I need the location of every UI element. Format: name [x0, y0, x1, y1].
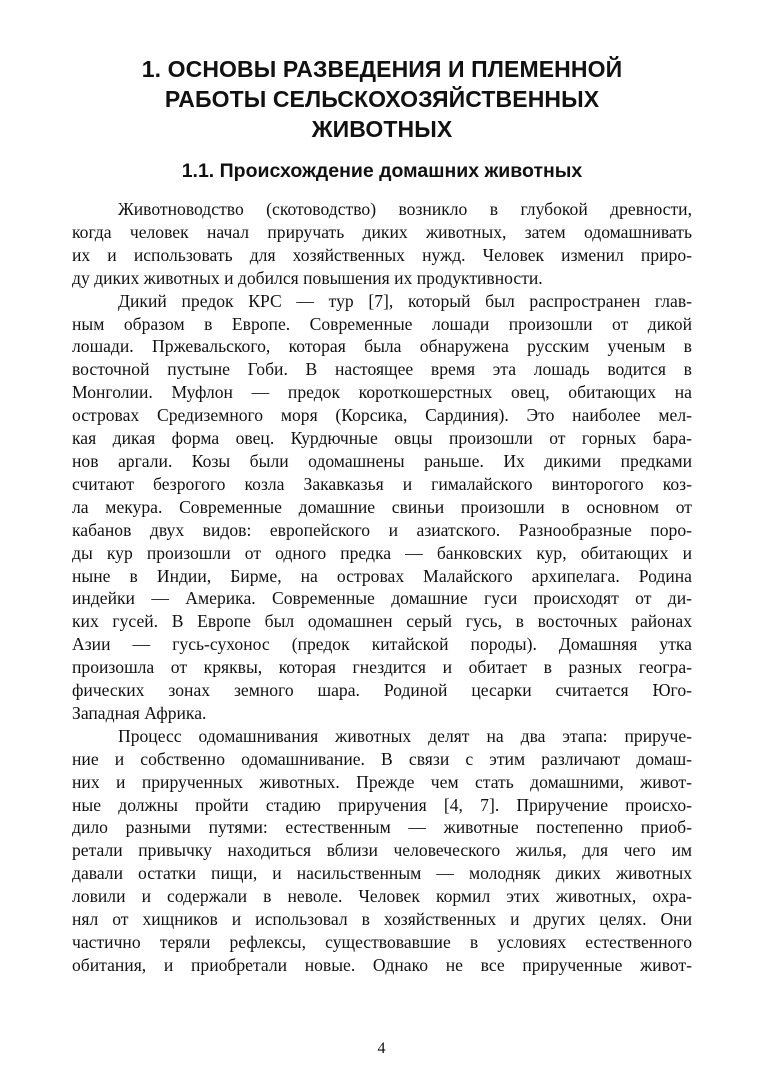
page-number: 4 — [377, 1040, 386, 1057]
chapter-title-line: ЖИВОТНЫХ — [311, 116, 453, 142]
paragraph-line: кабанов двух видов: европейского и азиатского. Разнообразные поро- — [72, 519, 692, 540]
paragraph-line: Западная Африка. — [72, 702, 207, 723]
paragraph-line: ретали привычку находиться вблизи человеческого жилья, для чего им — [72, 840, 692, 861]
paragraph-line: Процесс одомашнивания животных делят на два этапа: прируче- — [118, 725, 692, 746]
paragraph — [72, 198, 692, 290]
section-title: 1.1. Происхождение домашних животных — [181, 160, 583, 182]
paragraph-line: нов аргали. Козы были одомашнены раньше. Их дикими предками — [72, 450, 692, 471]
paragraph-line: Монголии. Муфлон — предок короткошерстных овец, обитающих на — [72, 382, 692, 403]
paragraph — [72, 290, 692, 725]
paragraph-line: обитания, и приобретали новые. Однако не все прирученные живот- — [72, 954, 692, 975]
chapter-title-line: РАБОТЫ СЕЛЬСКОХОЗЯЙСТВЕННЫХ — [164, 86, 600, 112]
page-content — [72, 54, 692, 977]
paragraph-line: индейки — Америка. Современные домашние гуси происходят от ди- — [72, 588, 692, 609]
paragraph-line: ла мекура. Современные домашние свиньи произошли в основном от — [72, 496, 692, 517]
paragraph-line: ние и собственно одомашнивание. В связи с этим различают домаш- — [72, 748, 692, 769]
paragraph-line: ныне в Индии, Бирме, на островах Малайского архипелага. Родина — [72, 565, 692, 586]
paragraph-line: Азии — гусь-сухонос (предок китайской породы). Домашняя утка — [72, 634, 692, 655]
paragraph-line: ду диких животных и добился повышения их продуктивности. — [72, 267, 543, 288]
paragraph-line: восточной пустыне Гоби. В настоящее время эта лошадь водится в — [72, 359, 692, 380]
paragraph-line: кая дикая форма овец. Курдючные овцы произошли от горных бара- — [72, 428, 692, 449]
chapter-title-line: 1. ОСНОВЫ РАЗВЕДЕНИЯ И ПЛЕМЕННОЙ — [141, 56, 623, 82]
paragraph-line: ные должны пройти стадию приручения [4, 7]. Приручение происхо- — [72, 794, 692, 815]
paragraph-line: фических зонах земного шара. Родиной цесарки считается Юго- — [72, 680, 692, 701]
paragraph-line: Животноводство (скотоводство) возникло в глубокой древности, — [118, 199, 692, 219]
paragraph — [72, 725, 692, 977]
paragraph-line: считают безрогого козла Закавказья и гималайского винторогого коз- — [72, 473, 692, 494]
paragraph-line: ды кур произошли от одного предка — банковских кур, обитающих и — [72, 542, 692, 563]
paragraph-line: ловили и содержали в неволе. Человек кормил этих животных, охра- — [72, 886, 692, 907]
paragraph-line: островах Средиземного моря (Корсика, Сардиния). Это наиболее мел- — [72, 405, 692, 426]
paragraph-line: них и прирученных животных. Прежде чем стать домашними, живот- — [72, 771, 692, 792]
paragraph-line: частично теряли рефлексы, существовавшие в условиях естественного — [72, 932, 692, 952]
body-text — [72, 198, 692, 977]
paragraph-line: когда человек начал приручать диких животных, затем одомашнивать — [72, 221, 692, 242]
paragraph-line: Дикий предок КРС — тур [7], который был распространен глав- — [118, 290, 692, 311]
paragraph-line: дило разными путями: естественным — животные постепенно приоб- — [72, 817, 692, 838]
paragraph-line: нял от хищников и использовал в хозяйственных и других целях. Они — [72, 909, 692, 930]
paragraph-line: ких гусей. В Европе был одомашнен серый гусь, в восточных районах — [72, 611, 692, 632]
paragraph-line: давали остатки пищи, и насильственным — молодняк диких животных — [72, 863, 692, 884]
paragraph-line: ным образом в Европе. Современные лошади произошли от дикой — [72, 313, 692, 334]
chapter-title — [72, 54, 692, 144]
paragraph-line: произошла от кряквы, которая гнездится и обитает в разных геогра- — [72, 657, 692, 678]
paragraph-line: лошади. Пржевальского, которая была обнаружена русским ученым в — [72, 336, 692, 357]
paragraph-line: их и использовать для хозяйственных нужд. Человек изменил приро- — [72, 244, 692, 265]
